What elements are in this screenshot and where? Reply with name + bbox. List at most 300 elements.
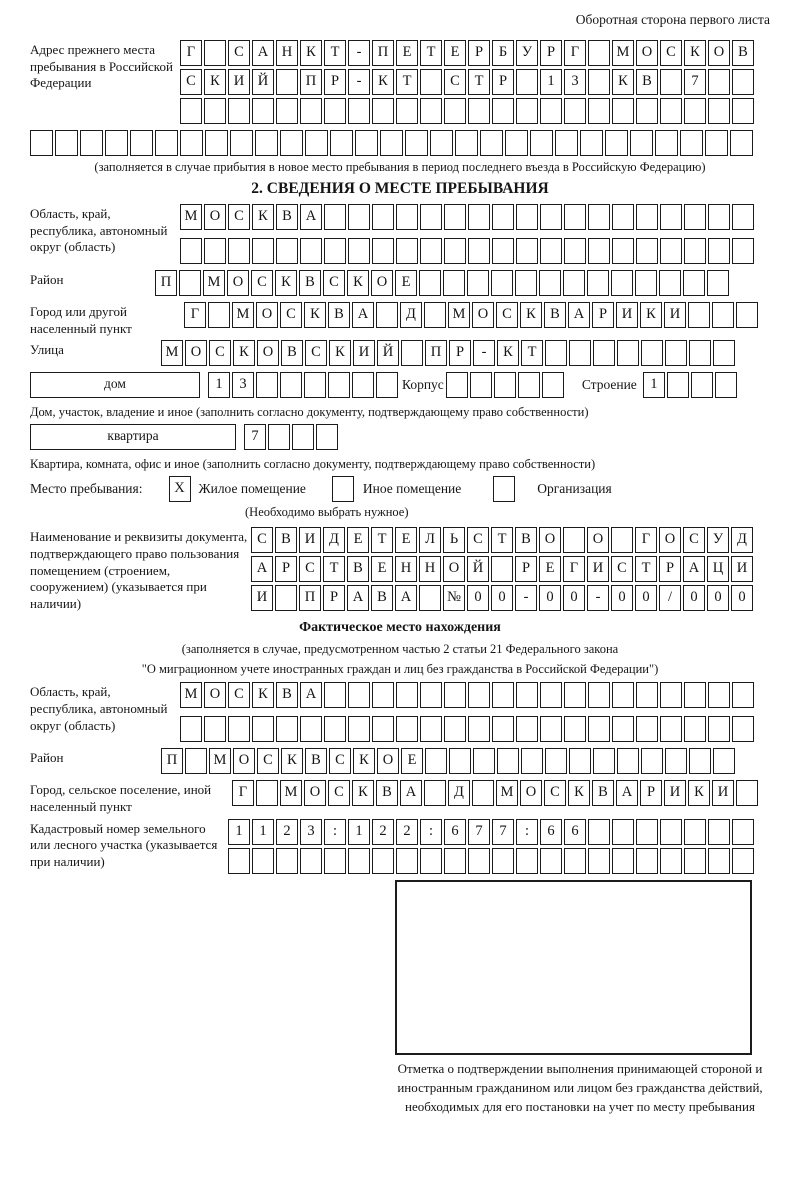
- char-cell[interactable]: [204, 716, 226, 742]
- char-cell[interactable]: [683, 270, 705, 296]
- char-cell[interactable]: [660, 848, 682, 874]
- char-cell[interactable]: 6: [540, 819, 562, 845]
- char-cell[interactable]: [563, 527, 585, 553]
- char-cell[interactable]: А: [352, 302, 374, 328]
- char-cell[interactable]: [564, 238, 586, 264]
- char-cell[interactable]: [708, 819, 730, 845]
- char-cell[interactable]: [348, 848, 370, 874]
- char-cell[interactable]: [665, 340, 687, 366]
- char-cell[interactable]: [324, 204, 346, 230]
- char-cell[interactable]: И: [228, 69, 250, 95]
- char-cell[interactable]: К: [640, 302, 662, 328]
- char-cell[interactable]: [732, 819, 754, 845]
- char-cell[interactable]: [612, 98, 634, 124]
- char-cell[interactable]: Г: [564, 40, 586, 66]
- char-cell[interactable]: [430, 130, 453, 156]
- char-cell[interactable]: К: [612, 69, 634, 95]
- char-cell[interactable]: Б: [492, 40, 514, 66]
- char-cell[interactable]: [732, 204, 754, 230]
- char-cell[interactable]: К: [684, 40, 706, 66]
- char-cell[interactable]: [256, 780, 278, 806]
- checkbox-other-premises[interactable]: [332, 476, 354, 502]
- char-cell[interactable]: [636, 848, 658, 874]
- char-cell[interactable]: 1: [252, 819, 274, 845]
- char-cell[interactable]: Й: [377, 340, 399, 366]
- char-cell[interactable]: Т: [468, 69, 490, 95]
- char-cell[interactable]: [204, 238, 226, 264]
- char-cell[interactable]: О: [257, 340, 279, 366]
- char-cell[interactable]: [330, 130, 353, 156]
- char-cell[interactable]: В: [592, 780, 614, 806]
- char-cell[interactable]: Р: [540, 40, 562, 66]
- char-cell[interactable]: [252, 848, 274, 874]
- char-cell[interactable]: [689, 748, 711, 774]
- char-cell[interactable]: К: [329, 340, 351, 366]
- char-cell[interactable]: [419, 270, 441, 296]
- char-cell[interactable]: [348, 682, 370, 708]
- char-cell[interactable]: К: [347, 270, 369, 296]
- char-cell[interactable]: [324, 848, 346, 874]
- char-cell[interactable]: [449, 748, 471, 774]
- char-cell[interactable]: [492, 848, 514, 874]
- char-cell[interactable]: В: [636, 69, 658, 95]
- char-cell[interactable]: Е: [539, 556, 561, 582]
- char-cell[interactable]: [516, 204, 538, 230]
- char-cell[interactable]: К: [204, 69, 226, 95]
- char-cell[interactable]: [732, 848, 754, 874]
- char-cell[interactable]: [732, 98, 754, 124]
- char-cell[interactable]: [268, 424, 290, 450]
- char-cell[interactable]: Р: [659, 556, 681, 582]
- char-cell[interactable]: У: [516, 40, 538, 66]
- char-cell[interactable]: [691, 372, 713, 398]
- char-cell[interactable]: С: [496, 302, 518, 328]
- char-cell[interactable]: [352, 372, 374, 398]
- char-cell[interactable]: [304, 372, 326, 398]
- char-cell[interactable]: /: [659, 585, 681, 611]
- char-cell[interactable]: О: [371, 270, 393, 296]
- char-cell[interactable]: М: [161, 340, 183, 366]
- char-cell[interactable]: [355, 130, 378, 156]
- char-cell[interactable]: С: [611, 556, 633, 582]
- char-cell[interactable]: [684, 238, 706, 264]
- char-cell[interactable]: [396, 98, 418, 124]
- char-cell[interactable]: С: [305, 340, 327, 366]
- char-cell[interactable]: -: [515, 585, 537, 611]
- char-cell[interactable]: [593, 748, 615, 774]
- char-cell[interactable]: [732, 716, 754, 742]
- char-cell[interactable]: [518, 372, 540, 398]
- char-cell[interactable]: 0: [563, 585, 585, 611]
- char-cell[interactable]: [348, 238, 370, 264]
- char-cell[interactable]: :: [420, 819, 442, 845]
- char-cell[interactable]: 3: [300, 819, 322, 845]
- char-cell[interactable]: 0: [731, 585, 753, 611]
- char-cell[interactable]: [228, 98, 250, 124]
- char-cell[interactable]: [420, 682, 442, 708]
- char-cell[interactable]: [660, 98, 682, 124]
- char-cell[interactable]: С: [180, 69, 202, 95]
- char-cell[interactable]: Р: [492, 69, 514, 95]
- char-cell[interactable]: [348, 98, 370, 124]
- char-cell[interactable]: М: [209, 748, 231, 774]
- char-cell[interactable]: [563, 270, 585, 296]
- char-cell[interactable]: [580, 130, 603, 156]
- char-cell[interactable]: [636, 819, 658, 845]
- char-cell[interactable]: С: [280, 302, 302, 328]
- char-cell[interactable]: С: [660, 40, 682, 66]
- char-cell[interactable]: [396, 682, 418, 708]
- char-cell[interactable]: 0: [467, 585, 489, 611]
- char-cell[interactable]: [516, 238, 538, 264]
- char-cell[interactable]: [715, 372, 737, 398]
- char-cell[interactable]: С: [444, 69, 466, 95]
- char-cell[interactable]: [55, 130, 78, 156]
- char-cell[interactable]: [588, 40, 610, 66]
- char-cell[interactable]: [564, 98, 586, 124]
- char-cell[interactable]: [420, 98, 442, 124]
- char-cell[interactable]: [380, 130, 403, 156]
- char-cell[interactable]: [376, 302, 398, 328]
- char-cell[interactable]: [630, 130, 653, 156]
- char-cell[interactable]: С: [323, 270, 345, 296]
- char-cell[interactable]: В: [376, 780, 398, 806]
- char-cell[interactable]: К: [281, 748, 303, 774]
- char-cell[interactable]: О: [204, 204, 226, 230]
- char-cell[interactable]: О: [233, 748, 255, 774]
- char-cell[interactable]: [564, 204, 586, 230]
- char-cell[interactable]: Т: [371, 527, 393, 553]
- char-cell[interactable]: [468, 204, 490, 230]
- char-cell[interactable]: 7: [468, 819, 490, 845]
- char-cell[interactable]: И: [664, 302, 686, 328]
- char-cell[interactable]: О: [520, 780, 542, 806]
- char-cell[interactable]: [564, 682, 586, 708]
- char-cell[interactable]: [372, 716, 394, 742]
- char-cell[interactable]: О: [256, 302, 278, 328]
- char-cell[interactable]: [736, 780, 758, 806]
- char-cell[interactable]: Й: [467, 556, 489, 582]
- char-cell[interactable]: -: [348, 40, 370, 66]
- char-cell[interactable]: [684, 716, 706, 742]
- char-cell[interactable]: [545, 340, 567, 366]
- char-cell[interactable]: [305, 130, 328, 156]
- char-cell[interactable]: [588, 98, 610, 124]
- char-cell[interactable]: О: [659, 527, 681, 553]
- char-cell[interactable]: А: [400, 780, 422, 806]
- char-cell[interactable]: К: [688, 780, 710, 806]
- char-cell[interactable]: Г: [180, 40, 202, 66]
- char-cell[interactable]: [641, 748, 663, 774]
- char-cell[interactable]: [545, 748, 567, 774]
- char-cell[interactable]: [641, 340, 663, 366]
- char-cell[interactable]: Р: [640, 780, 662, 806]
- char-cell[interactable]: [256, 372, 278, 398]
- char-cell[interactable]: [324, 682, 346, 708]
- char-cell[interactable]: М: [496, 780, 518, 806]
- char-cell[interactable]: [468, 238, 490, 264]
- char-cell[interactable]: С: [544, 780, 566, 806]
- char-cell[interactable]: К: [568, 780, 590, 806]
- char-cell[interactable]: [492, 682, 514, 708]
- char-cell[interactable]: [405, 130, 428, 156]
- char-cell[interactable]: И: [731, 556, 753, 582]
- char-cell[interactable]: М: [180, 204, 202, 230]
- char-cell[interactable]: 1: [228, 819, 250, 845]
- char-cell[interactable]: [468, 682, 490, 708]
- char-cell[interactable]: [473, 748, 495, 774]
- char-cell[interactable]: В: [544, 302, 566, 328]
- char-cell[interactable]: [708, 682, 730, 708]
- char-cell[interactable]: [660, 682, 682, 708]
- char-cell[interactable]: [516, 848, 538, 874]
- char-cell[interactable]: А: [616, 780, 638, 806]
- char-cell[interactable]: С: [683, 527, 705, 553]
- char-cell[interactable]: С: [228, 40, 250, 66]
- char-cell[interactable]: П: [155, 270, 177, 296]
- char-cell[interactable]: [684, 848, 706, 874]
- char-cell[interactable]: [708, 716, 730, 742]
- char-cell[interactable]: [472, 780, 494, 806]
- char-cell[interactable]: [712, 302, 734, 328]
- char-cell[interactable]: А: [300, 682, 322, 708]
- char-cell[interactable]: С: [257, 748, 279, 774]
- char-cell[interactable]: [636, 716, 658, 742]
- char-cell[interactable]: В: [347, 556, 369, 582]
- char-cell[interactable]: [569, 748, 591, 774]
- char-cell[interactable]: М: [203, 270, 225, 296]
- char-cell[interactable]: С: [228, 682, 250, 708]
- char-cell[interactable]: И: [353, 340, 375, 366]
- char-cell[interactable]: В: [281, 340, 303, 366]
- char-cell[interactable]: С: [251, 527, 273, 553]
- char-cell[interactable]: Н: [276, 40, 298, 66]
- char-cell[interactable]: [419, 585, 441, 611]
- char-cell[interactable]: [204, 40, 226, 66]
- char-cell[interactable]: [396, 848, 418, 874]
- char-cell[interactable]: [705, 130, 728, 156]
- char-cell[interactable]: [588, 204, 610, 230]
- char-cell[interactable]: О: [377, 748, 399, 774]
- char-cell[interactable]: [180, 238, 202, 264]
- char-cell[interactable]: [300, 716, 322, 742]
- char-cell[interactable]: Е: [347, 527, 369, 553]
- char-cell[interactable]: [280, 372, 302, 398]
- char-cell[interactable]: [30, 130, 53, 156]
- char-cell[interactable]: Д: [323, 527, 345, 553]
- char-cell[interactable]: [564, 848, 586, 874]
- char-cell[interactable]: [665, 748, 687, 774]
- char-cell[interactable]: И: [664, 780, 686, 806]
- char-cell[interactable]: [255, 130, 278, 156]
- char-cell[interactable]: Ц: [707, 556, 729, 582]
- char-cell[interactable]: О: [185, 340, 207, 366]
- char-cell[interactable]: [444, 682, 466, 708]
- char-cell[interactable]: Т: [491, 527, 513, 553]
- char-cell[interactable]: [180, 130, 203, 156]
- char-cell[interactable]: К: [300, 40, 322, 66]
- char-cell[interactable]: [444, 848, 466, 874]
- char-cell[interactable]: [636, 98, 658, 124]
- char-cell[interactable]: [680, 130, 703, 156]
- char-cell[interactable]: 7: [492, 819, 514, 845]
- char-cell[interactable]: [707, 270, 729, 296]
- char-cell[interactable]: :: [324, 819, 346, 845]
- char-cell[interactable]: [468, 98, 490, 124]
- char-cell[interactable]: Т: [420, 40, 442, 66]
- char-cell[interactable]: В: [515, 527, 537, 553]
- char-cell[interactable]: [492, 98, 514, 124]
- char-cell[interactable]: [105, 130, 128, 156]
- char-cell[interactable]: 0: [635, 585, 657, 611]
- char-cell[interactable]: [324, 716, 346, 742]
- char-cell[interactable]: [376, 372, 398, 398]
- char-cell[interactable]: Т: [324, 40, 346, 66]
- char-cell[interactable]: [179, 270, 201, 296]
- char-cell[interactable]: [276, 238, 298, 264]
- char-cell[interactable]: [588, 682, 610, 708]
- char-cell[interactable]: [328, 372, 350, 398]
- char-cell[interactable]: [491, 556, 513, 582]
- char-cell[interactable]: Е: [444, 40, 466, 66]
- char-cell[interactable]: 6: [444, 819, 466, 845]
- char-cell[interactable]: [730, 130, 753, 156]
- char-cell[interactable]: [659, 270, 681, 296]
- char-cell[interactable]: [569, 340, 591, 366]
- char-cell[interactable]: П: [425, 340, 447, 366]
- char-cell[interactable]: О: [539, 527, 561, 553]
- char-cell[interactable]: [494, 372, 516, 398]
- char-cell[interactable]: [660, 204, 682, 230]
- char-cell[interactable]: [736, 302, 758, 328]
- char-cell[interactable]: -: [473, 340, 495, 366]
- char-cell[interactable]: Е: [395, 527, 417, 553]
- char-cell[interactable]: [324, 238, 346, 264]
- char-cell[interactable]: [420, 848, 442, 874]
- char-cell[interactable]: 1: [540, 69, 562, 95]
- char-cell[interactable]: [468, 716, 490, 742]
- char-cell[interactable]: [480, 130, 503, 156]
- char-cell[interactable]: [515, 270, 537, 296]
- char-cell[interactable]: К: [372, 69, 394, 95]
- char-cell[interactable]: [420, 238, 442, 264]
- char-cell[interactable]: [593, 340, 615, 366]
- char-cell[interactable]: И: [251, 585, 273, 611]
- char-cell[interactable]: [491, 270, 513, 296]
- char-cell[interactable]: [588, 848, 610, 874]
- char-cell[interactable]: [708, 69, 730, 95]
- char-cell[interactable]: [420, 204, 442, 230]
- char-cell[interactable]: Т: [396, 69, 418, 95]
- char-cell[interactable]: [635, 270, 657, 296]
- char-cell[interactable]: У: [707, 527, 729, 553]
- char-cell[interactable]: [689, 340, 711, 366]
- char-cell[interactable]: [612, 848, 634, 874]
- char-cell[interactable]: [530, 130, 553, 156]
- char-cell[interactable]: [252, 238, 274, 264]
- char-cell[interactable]: [425, 748, 447, 774]
- char-cell[interactable]: Г: [635, 527, 657, 553]
- char-cell[interactable]: [180, 98, 202, 124]
- char-cell[interactable]: [276, 98, 298, 124]
- char-cell[interactable]: В: [276, 204, 298, 230]
- char-cell[interactable]: [636, 238, 658, 264]
- char-cell[interactable]: [684, 204, 706, 230]
- char-cell[interactable]: [155, 130, 178, 156]
- char-cell[interactable]: Т: [521, 340, 543, 366]
- char-cell[interactable]: Р: [323, 585, 345, 611]
- char-cell[interactable]: О: [472, 302, 494, 328]
- char-cell[interactable]: И: [587, 556, 609, 582]
- char-cell[interactable]: [612, 204, 634, 230]
- char-cell[interactable]: С: [209, 340, 231, 366]
- char-cell[interactable]: [444, 238, 466, 264]
- char-cell[interactable]: К: [275, 270, 297, 296]
- char-cell[interactable]: [492, 716, 514, 742]
- char-cell[interactable]: [660, 716, 682, 742]
- char-cell[interactable]: Л: [419, 527, 441, 553]
- char-cell[interactable]: [300, 98, 322, 124]
- char-cell[interactable]: :: [516, 819, 538, 845]
- char-cell[interactable]: Р: [468, 40, 490, 66]
- char-cell[interactable]: [292, 424, 314, 450]
- char-cell[interactable]: [540, 238, 562, 264]
- char-cell[interactable]: [612, 819, 634, 845]
- char-cell[interactable]: [708, 238, 730, 264]
- char-cell[interactable]: М: [232, 302, 254, 328]
- char-cell[interactable]: [372, 682, 394, 708]
- char-cell[interactable]: Д: [448, 780, 470, 806]
- char-cell[interactable]: Р: [515, 556, 537, 582]
- char-cell[interactable]: [275, 585, 297, 611]
- char-cell[interactable]: [516, 716, 538, 742]
- char-cell[interactable]: [708, 848, 730, 874]
- char-cell[interactable]: [588, 716, 610, 742]
- char-cell[interactable]: С: [228, 204, 250, 230]
- char-cell[interactable]: Р: [449, 340, 471, 366]
- char-cell[interactable]: П: [161, 748, 183, 774]
- char-cell[interactable]: [300, 848, 322, 874]
- char-cell[interactable]: [516, 98, 538, 124]
- char-cell[interactable]: [708, 204, 730, 230]
- char-cell[interactable]: А: [347, 585, 369, 611]
- char-cell[interactable]: [636, 204, 658, 230]
- char-cell[interactable]: [684, 682, 706, 708]
- char-cell[interactable]: [588, 69, 610, 95]
- char-cell[interactable]: П: [300, 69, 322, 95]
- char-cell[interactable]: [276, 848, 298, 874]
- char-cell[interactable]: [588, 819, 610, 845]
- char-cell[interactable]: И: [712, 780, 734, 806]
- char-cell[interactable]: Г: [563, 556, 585, 582]
- char-cell[interactable]: [521, 748, 543, 774]
- char-cell[interactable]: О: [227, 270, 249, 296]
- char-cell[interactable]: [636, 682, 658, 708]
- char-cell[interactable]: К: [252, 682, 274, 708]
- char-cell[interactable]: [396, 204, 418, 230]
- char-cell[interactable]: [372, 98, 394, 124]
- char-cell[interactable]: Н: [419, 556, 441, 582]
- char-cell[interactable]: [542, 372, 564, 398]
- char-cell[interactable]: П: [372, 40, 394, 66]
- char-cell[interactable]: С: [467, 527, 489, 553]
- char-cell[interactable]: О: [204, 682, 226, 708]
- char-cell[interactable]: [708, 98, 730, 124]
- char-cell[interactable]: -: [587, 585, 609, 611]
- char-cell[interactable]: [204, 98, 226, 124]
- char-cell[interactable]: [470, 372, 492, 398]
- char-cell[interactable]: [372, 848, 394, 874]
